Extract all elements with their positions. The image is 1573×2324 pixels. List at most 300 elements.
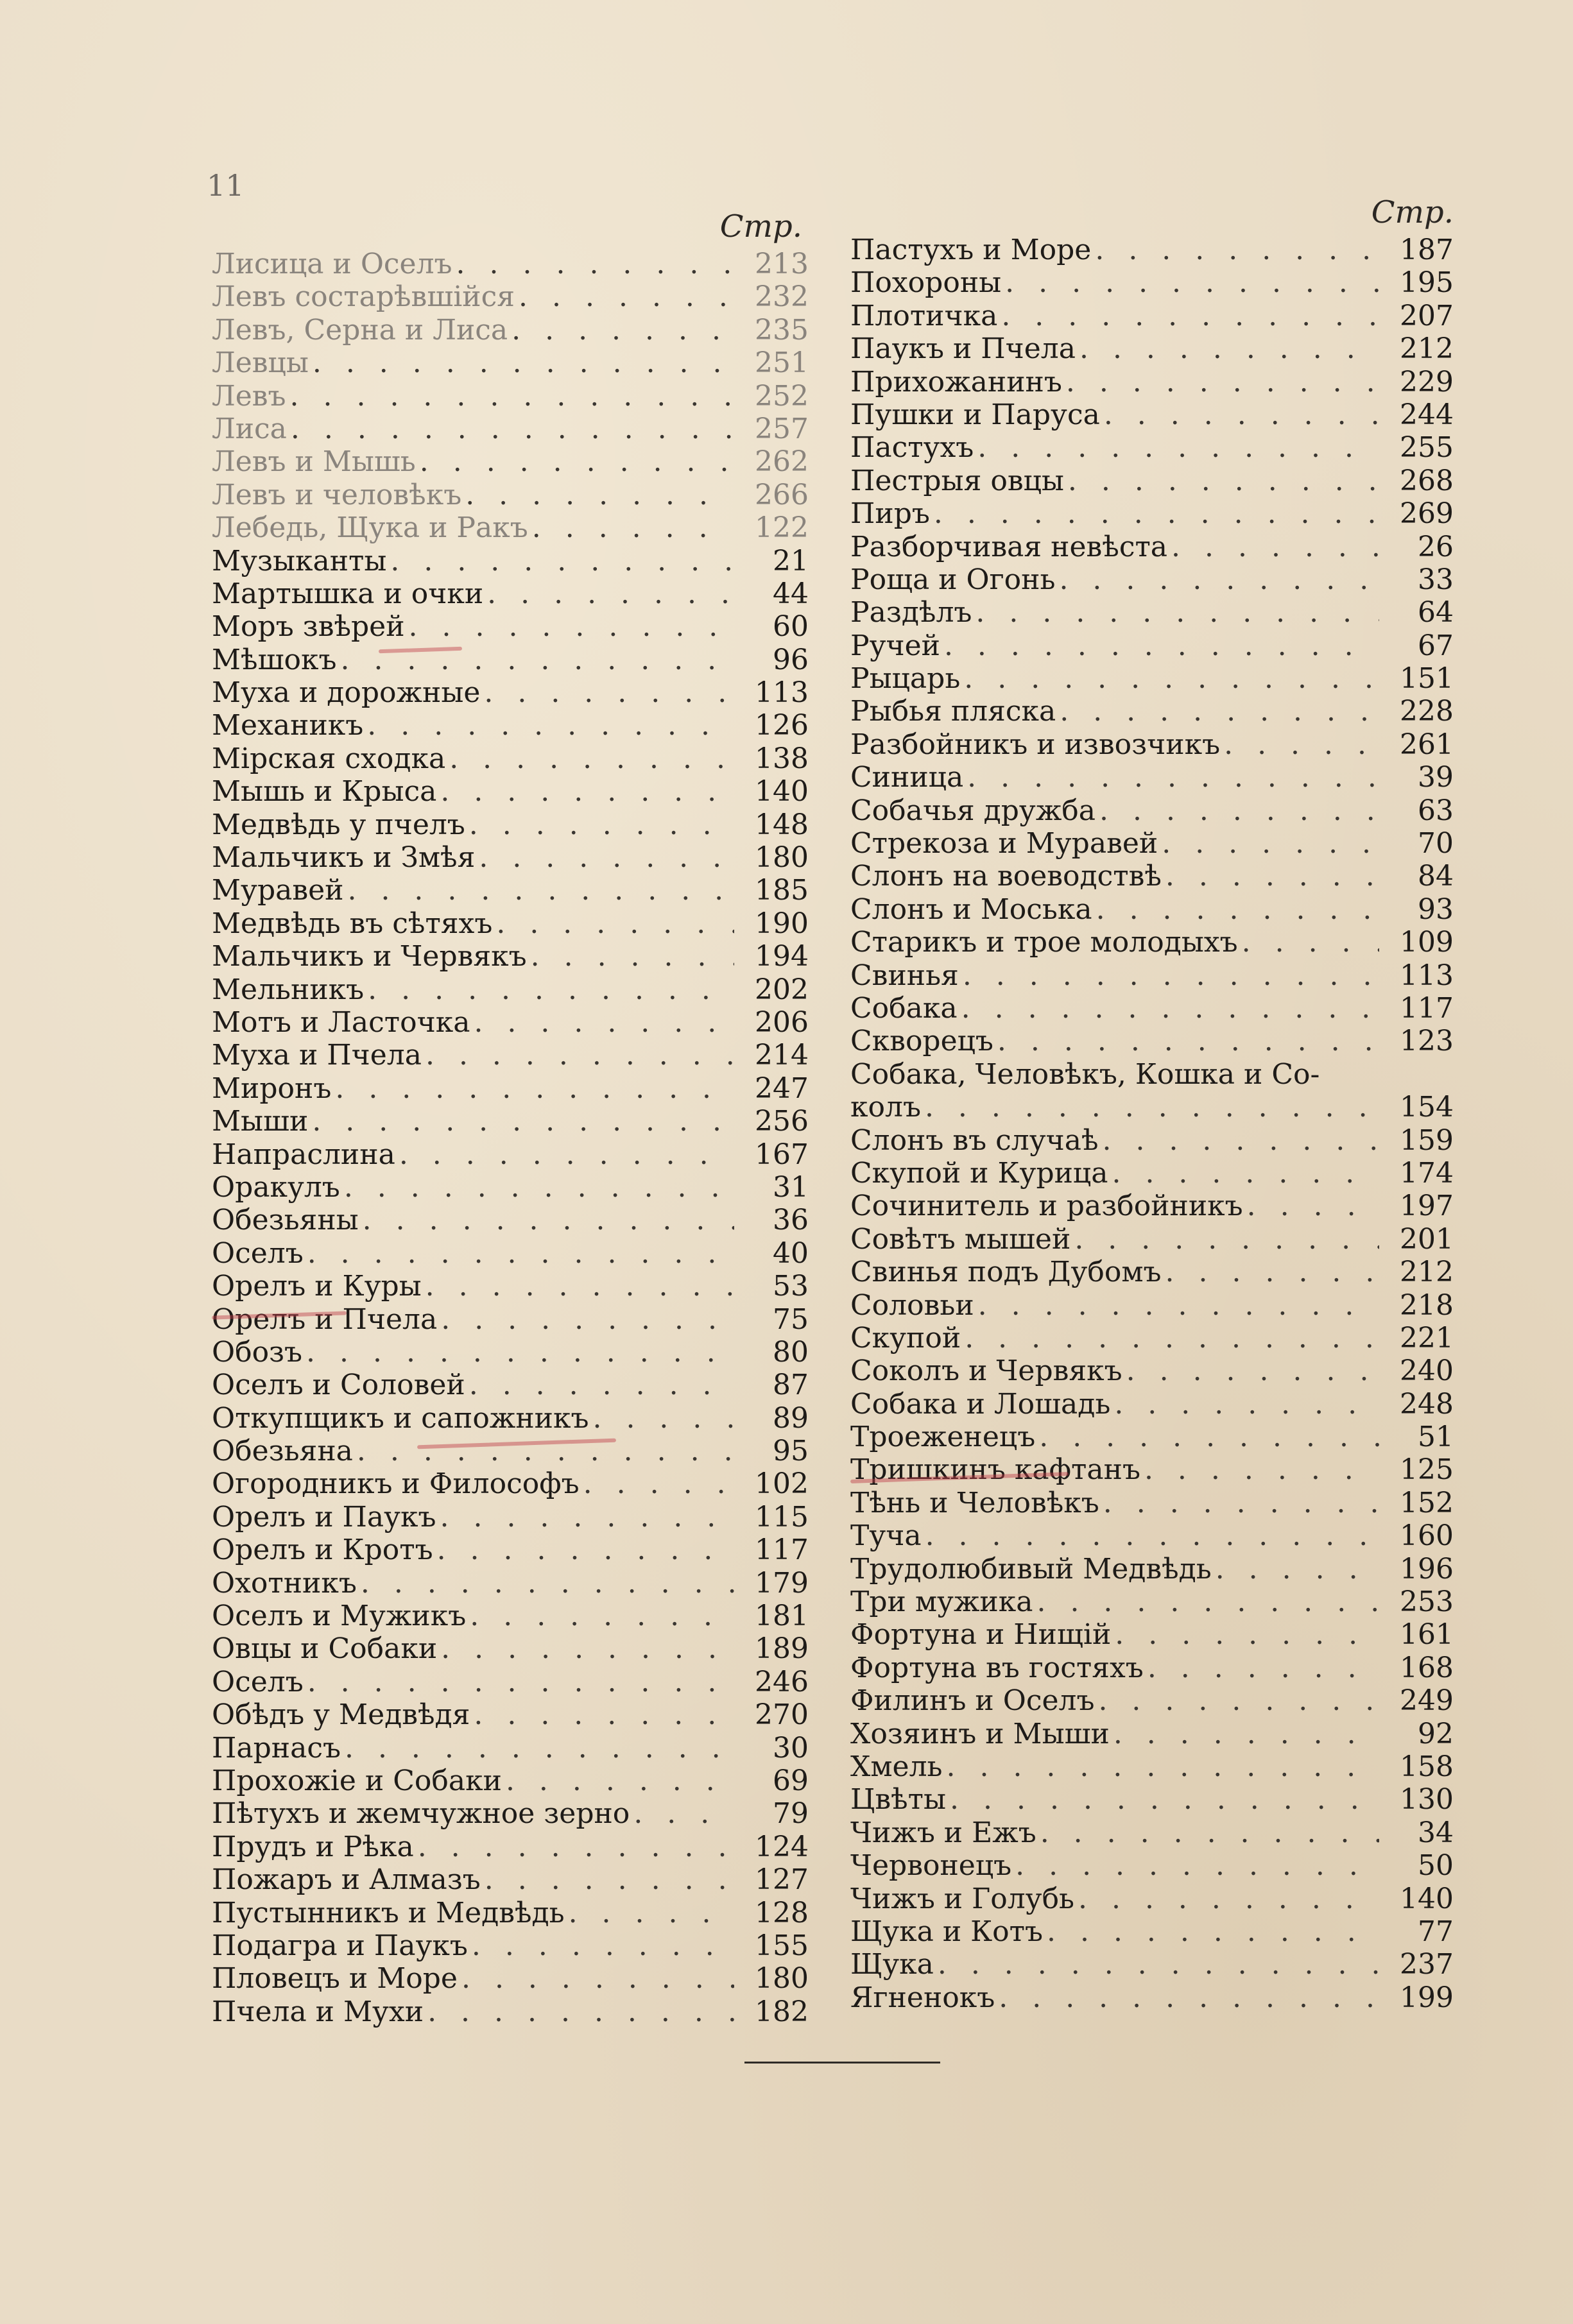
entry-title: Хмель xyxy=(850,1750,943,1783)
index-entry xyxy=(212,1698,809,1731)
index-entry xyxy=(850,1124,1454,1157)
entry-page-number: 262 xyxy=(755,445,809,479)
index-column-left xyxy=(212,205,809,2028)
entry-page-number: 251 xyxy=(755,346,809,380)
index-entry xyxy=(212,1797,809,1830)
index-entry xyxy=(212,1336,809,1369)
dot-leader xyxy=(947,1750,1380,1783)
index-entry xyxy=(850,431,1454,464)
dot-leader xyxy=(307,1666,734,1698)
dot-leader xyxy=(347,874,734,907)
entry-page-number: 102 xyxy=(755,1467,809,1501)
index-entry xyxy=(212,1732,809,1764)
index-entry xyxy=(212,346,809,379)
dot-leader xyxy=(1144,1453,1379,1486)
dot-leader xyxy=(1074,1223,1379,1256)
dot-leader xyxy=(532,511,734,544)
index-entry xyxy=(850,1718,1454,1750)
entry-title: Мышь и Крыса xyxy=(212,775,437,808)
entry-page-number: 93 xyxy=(1418,893,1454,926)
index-entry xyxy=(850,1519,1454,1552)
index-entry xyxy=(212,1467,809,1500)
entry-page-number: 36 xyxy=(773,1204,809,1237)
entry-page-number: 75 xyxy=(773,1303,809,1336)
entry-page-number: 269 xyxy=(1400,497,1454,531)
dot-leader xyxy=(425,1039,734,1072)
entry-title: Соловьи xyxy=(850,1288,974,1322)
entry-title: Слонъ и Моська xyxy=(850,893,1092,926)
entry-title: Рыбья пляска xyxy=(850,695,1056,728)
entry-title: Муравей xyxy=(212,874,344,907)
entry-page-number: 185 xyxy=(755,874,809,907)
entry-page-number: 34 xyxy=(1418,1816,1454,1849)
entry-page-number: 126 xyxy=(755,709,809,742)
dot-leader xyxy=(1068,465,1379,497)
index-entry xyxy=(850,1849,1454,1882)
dot-leader xyxy=(978,1289,1379,1322)
dot-leader xyxy=(633,1797,734,1830)
dot-leader xyxy=(1112,1157,1379,1190)
entry-title: Охотникъ xyxy=(212,1566,357,1600)
dot-leader xyxy=(312,1105,734,1138)
dot-leader xyxy=(427,1995,734,2028)
dot-leader xyxy=(485,1863,734,1896)
index-entry xyxy=(850,1322,1454,1354)
index-entry xyxy=(212,479,809,511)
entry-page-number: 125 xyxy=(1400,1453,1454,1487)
entry-page-number: 268 xyxy=(1400,464,1454,497)
dot-leader xyxy=(345,1732,734,1764)
dot-leader xyxy=(1103,1487,1379,1519)
dot-leader xyxy=(950,1783,1379,1816)
index-entry xyxy=(212,1567,809,1600)
entry-page-number: 181 xyxy=(755,1600,809,1633)
entry-title: Обезьяны xyxy=(212,1204,359,1237)
entry-page-number: 30 xyxy=(773,1731,809,1764)
index-entry xyxy=(850,893,1454,926)
index-entry xyxy=(850,266,1454,299)
index-entry xyxy=(850,1354,1454,1387)
entry-title: Лисица и Оселъ xyxy=(212,248,452,280)
dot-leader xyxy=(461,1962,734,1995)
dot-leader xyxy=(418,1831,734,1863)
entry-page-number: 201 xyxy=(1400,1222,1454,1256)
index-entry xyxy=(850,728,1454,761)
index-entry xyxy=(850,398,1454,431)
entry-title: Левъ и Мышь xyxy=(212,445,416,479)
entry-title: Похороны xyxy=(850,266,1002,300)
entry-page-number: 44 xyxy=(773,577,809,610)
entry-title: Обозъ xyxy=(212,1335,303,1369)
entry-title: Туча xyxy=(850,1519,922,1553)
dot-leader xyxy=(425,1270,734,1303)
dot-leader xyxy=(441,1632,734,1665)
index-entry xyxy=(212,1204,809,1236)
entry-page-number: 229 xyxy=(1400,365,1454,398)
entry-title: Мартышка и очки xyxy=(212,577,484,610)
entry-title: Пастухъ xyxy=(850,431,974,465)
index-entry xyxy=(212,775,809,808)
index-column-right xyxy=(850,194,1454,2014)
index-entry xyxy=(212,907,809,940)
index-entry xyxy=(850,860,1454,893)
dot-leader xyxy=(1099,794,1379,827)
index-entry xyxy=(212,1764,809,1797)
entry-title: Пестрыя овцы xyxy=(850,464,1064,497)
entry-title: Щука xyxy=(850,1948,934,1981)
dot-leader xyxy=(456,248,734,280)
index-entry xyxy=(850,366,1454,398)
index-entry xyxy=(212,1929,809,1962)
dot-leader xyxy=(1104,398,1379,431)
entry-page-number: 123 xyxy=(1400,1025,1454,1058)
entry-title: Скупой xyxy=(850,1321,961,1354)
index-entry xyxy=(212,940,809,973)
entry-title: Слонъ въ случаѣ xyxy=(850,1124,1099,1157)
entry-title: Слонъ на воеводствѣ xyxy=(850,860,1162,893)
entry-page-number: 21 xyxy=(773,544,809,577)
entry-title: Старикъ и трое молодыхъ xyxy=(850,926,1238,959)
entry-title: Рыцарь xyxy=(850,662,961,696)
entry-page-number: 213 xyxy=(755,248,809,280)
dot-leader xyxy=(1165,860,1379,893)
entry-page-number: 92 xyxy=(1418,1717,1454,1750)
entry-title: Левъ и человѣкъ xyxy=(212,478,462,511)
entry-page-number: 266 xyxy=(755,478,809,511)
entry-title: Медвѣдь у пчелъ xyxy=(212,808,465,841)
dot-leader xyxy=(1039,1421,1379,1453)
index-entry xyxy=(850,563,1454,596)
entry-title: Прохожіе и Собаки xyxy=(212,1764,502,1797)
entry-title: Свинья подъ Дубомъ xyxy=(850,1256,1162,1289)
entry-title: Прудъ и Рѣка xyxy=(212,1830,414,1863)
entry-page-number: 39 xyxy=(1418,761,1454,794)
dot-leader xyxy=(440,1501,734,1534)
index-entry xyxy=(212,1897,809,1929)
entry-page-number: 179 xyxy=(755,1566,809,1600)
dot-leader xyxy=(1005,266,1379,299)
index-entry xyxy=(212,545,809,577)
index-entry xyxy=(850,1750,1454,1783)
entry-page-number: 117 xyxy=(1400,991,1454,1025)
dot-leader xyxy=(440,775,734,808)
index-entry xyxy=(212,1995,809,2028)
dot-leader xyxy=(441,1303,734,1336)
entry-page-number: 70 xyxy=(1418,827,1454,860)
dot-leader xyxy=(449,742,734,775)
index-entry xyxy=(212,1270,809,1303)
entry-title: Фортуна въ гостяхъ xyxy=(850,1651,1144,1684)
index-entry xyxy=(850,1157,1454,1190)
entry-title: Разбойникъ и извозчикъ xyxy=(850,728,1221,761)
dot-leader xyxy=(1113,1718,1379,1750)
entry-page-number: 113 xyxy=(755,676,809,710)
dot-leader xyxy=(925,1519,1379,1552)
index-entry xyxy=(850,1883,1454,1915)
entry-title: Цвѣты xyxy=(850,1783,947,1816)
index-entry xyxy=(212,1863,809,1896)
index-entry xyxy=(212,644,809,676)
page-number: 11 xyxy=(207,168,245,203)
index-entry xyxy=(850,1421,1454,1453)
entry-page-number: 240 xyxy=(1400,1354,1454,1388)
entry-title: Пустынникъ и Медвѣдь xyxy=(212,1896,565,1929)
dot-leader xyxy=(977,431,1379,464)
entry-title: Обезьяна xyxy=(212,1435,353,1468)
index-entry xyxy=(850,1289,1454,1322)
dot-leader xyxy=(306,1336,734,1369)
index-entry xyxy=(850,300,1454,332)
entry-page-number: 117 xyxy=(755,1534,809,1567)
entry-title: Хозяинъ и Мыши xyxy=(850,1717,1110,1750)
dot-leader xyxy=(1036,1585,1379,1618)
index-entry xyxy=(212,1962,809,1995)
entry-page-number: 128 xyxy=(755,1896,809,1929)
index-entry xyxy=(850,1684,1454,1717)
dot-leader xyxy=(290,380,734,413)
entry-title: Оселъ и Мужикъ xyxy=(212,1600,467,1633)
entry-title: Пчела и Мухи xyxy=(212,1995,424,2028)
dot-leader xyxy=(1114,1388,1379,1421)
dot-leader xyxy=(1115,1618,1379,1651)
entry-title: Оселъ и Соловей xyxy=(212,1369,465,1402)
entry-page-number: 53 xyxy=(773,1270,809,1303)
index-entry xyxy=(212,1534,809,1566)
dot-leader xyxy=(368,973,734,1006)
entry-page-number: 261 xyxy=(1400,728,1454,761)
entry-title: Огородникъ и Философъ xyxy=(212,1467,580,1501)
dot-leader xyxy=(487,577,734,610)
dot-leader xyxy=(965,1322,1379,1354)
entry-title: Филинъ и Оселъ xyxy=(850,1684,1095,1718)
entry-title: Левъ состарѣвшійся xyxy=(212,280,515,314)
index-entry xyxy=(212,1303,809,1336)
entry-page-number: 77 xyxy=(1418,1915,1454,1948)
entry-title: Механикъ xyxy=(212,709,364,742)
dot-leader xyxy=(465,479,734,511)
entry-title: Мельникъ xyxy=(212,973,365,1006)
dot-leader xyxy=(1242,926,1379,959)
index-entry xyxy=(212,1369,809,1401)
dot-leader xyxy=(361,1567,734,1600)
dot-leader xyxy=(479,841,734,874)
dot-leader xyxy=(1001,300,1379,332)
index-entry xyxy=(850,1256,1454,1288)
entry-title: Парнасъ xyxy=(212,1731,341,1764)
index-entry xyxy=(212,676,809,709)
dot-leader xyxy=(506,1764,734,1797)
entry-title: Орелъ и Кротъ xyxy=(212,1534,433,1567)
entry-title: Ягненокъ xyxy=(850,1981,995,2014)
dot-leader xyxy=(1224,728,1379,761)
index-entry xyxy=(212,413,809,445)
dot-leader xyxy=(367,709,734,742)
entry-page-number: 124 xyxy=(755,1830,809,1863)
entry-title: Плотичка xyxy=(850,299,998,332)
index-entry xyxy=(850,1190,1454,1222)
dot-leader xyxy=(997,1025,1379,1057)
entry-page-number: 199 xyxy=(1400,1981,1454,2014)
dot-leader xyxy=(390,545,734,577)
index-entry xyxy=(850,1783,1454,1816)
entry-page-number: 122 xyxy=(755,511,809,545)
entry-title: Левъ xyxy=(212,379,286,413)
entry-title: Мѣшокъ xyxy=(212,643,337,676)
entry-page-number: 161 xyxy=(1400,1618,1454,1652)
index-entry xyxy=(212,1138,809,1171)
index-entry xyxy=(850,662,1454,695)
entry-title: Пожаръ и Алмазъ xyxy=(212,1863,481,1897)
index-entry xyxy=(850,1091,1454,1124)
entry-page-number: 252 xyxy=(755,379,809,413)
entry-title: Напраслина xyxy=(212,1138,395,1171)
entry-title: Миронъ xyxy=(212,1072,332,1105)
index-entry xyxy=(212,1501,809,1534)
entry-page-number: 246 xyxy=(755,1665,809,1698)
index-entry xyxy=(212,1666,809,1698)
entry-title: Соколъ и Червякъ xyxy=(850,1354,1122,1388)
entry-title: Орелъ и Куры xyxy=(212,1270,422,1303)
index-entry xyxy=(212,1072,809,1105)
entry-title: Ручей xyxy=(850,629,940,662)
entry-page-number: 87 xyxy=(773,1369,809,1402)
dot-leader xyxy=(1095,234,1379,266)
dot-leader xyxy=(1066,366,1379,398)
dot-leader xyxy=(344,1171,734,1204)
index-list-left xyxy=(212,248,809,2028)
dot-leader xyxy=(925,1091,1379,1124)
entry-page-number: 195 xyxy=(1400,266,1454,300)
dot-leader xyxy=(1047,1915,1379,1948)
dot-leader xyxy=(474,1006,734,1039)
entry-page-number: 255 xyxy=(1400,431,1454,465)
index-entry xyxy=(850,1652,1454,1684)
dot-leader xyxy=(472,1929,734,1962)
column-header-page: Стр. xyxy=(1371,194,1454,230)
index-entry xyxy=(850,332,1454,365)
dot-leader xyxy=(1148,1652,1379,1684)
dot-leader xyxy=(519,280,734,313)
entry-title: Оселъ xyxy=(212,1665,304,1698)
entry-title: Подагра и Паукъ xyxy=(212,1929,468,1962)
dot-leader xyxy=(307,1237,734,1270)
entry-page-number: 140 xyxy=(1400,1882,1454,1915)
dot-leader xyxy=(531,940,734,973)
entry-page-number: 154 xyxy=(1400,1091,1454,1124)
dot-leader xyxy=(313,346,734,379)
dot-leader xyxy=(934,497,1379,530)
dot-leader xyxy=(1059,563,1379,596)
dot-leader xyxy=(363,1204,734,1236)
entry-page-number: 113 xyxy=(1400,959,1454,992)
index-entry xyxy=(850,959,1454,992)
index-entry xyxy=(850,234,1454,266)
dot-leader xyxy=(1162,827,1379,860)
entry-page-number: 159 xyxy=(1400,1124,1454,1157)
entry-page-number: 155 xyxy=(755,1929,809,1962)
index-list-right xyxy=(850,234,1454,2014)
entry-title: Пѣтухъ и жемчужное зерно xyxy=(212,1797,630,1831)
index-entry xyxy=(212,841,809,874)
dot-leader xyxy=(1079,332,1379,365)
entry-page-number: 244 xyxy=(1400,398,1454,431)
entry-title: Синица xyxy=(850,761,964,794)
index-entry xyxy=(850,794,1454,827)
entry-page-number: 182 xyxy=(755,1995,809,2028)
index-entry xyxy=(850,497,1454,530)
entry-page-number: 158 xyxy=(1400,1750,1454,1783)
index-entry xyxy=(212,973,809,1006)
entry-page-number: 207 xyxy=(1400,299,1454,332)
entry-page-number: 237 xyxy=(1400,1948,1454,1981)
entry-title: Чижъ и Голубь xyxy=(850,1882,1075,1915)
entry-title: Обѣдъ у Медвѣдя xyxy=(212,1698,470,1732)
entry-page-number: 31 xyxy=(773,1170,809,1204)
entry-page-number: 51 xyxy=(1418,1421,1454,1454)
entry-page-number: 140 xyxy=(755,775,809,808)
dot-leader xyxy=(961,992,1379,1025)
dot-leader xyxy=(1216,1553,1379,1585)
dot-leader xyxy=(469,808,734,841)
entry-page-number: 152 xyxy=(1400,1486,1454,1519)
dot-leader xyxy=(469,1369,734,1401)
entry-title: Пастухъ и Море xyxy=(850,234,1092,266)
entry-title: Чижъ и Ежъ xyxy=(850,1816,1036,1849)
entry-title: Пиръ xyxy=(850,497,930,531)
index-entry xyxy=(212,248,809,280)
entry-title: Медвѣдь въ сѣтяхъ xyxy=(212,907,493,940)
index-entry xyxy=(212,1237,809,1270)
entry-page-number: 151 xyxy=(1400,662,1454,696)
index-entry xyxy=(212,577,809,610)
dot-leader xyxy=(1171,531,1379,563)
index-entry xyxy=(212,1435,809,1467)
index-entry xyxy=(212,1632,809,1665)
entry-title: Трудолюбивый Медвѣдь xyxy=(850,1552,1212,1585)
entry-title: Паукъ и Пчела xyxy=(850,332,1076,366)
dot-leader xyxy=(335,1072,734,1105)
entry-title: Лебедь, Щука и Ракъ xyxy=(212,511,528,545)
index-entry xyxy=(850,1948,1454,1981)
entry-title: Мальчикъ и Змѣя xyxy=(212,841,476,875)
index-entry xyxy=(850,761,1454,794)
dot-leader xyxy=(291,413,734,445)
index-entry xyxy=(212,1600,809,1632)
entry-title: Мірская сходка xyxy=(212,742,446,775)
dot-leader xyxy=(496,907,734,940)
entry-page-number: 167 xyxy=(755,1138,809,1171)
index-entry xyxy=(212,1171,809,1204)
index-entry xyxy=(212,709,809,742)
entry-title: Муха и Пчела xyxy=(212,1039,422,1072)
entry-page-number: 84 xyxy=(1418,860,1454,893)
dot-leader xyxy=(484,676,734,709)
entry-title: Свинья xyxy=(850,959,959,992)
entry-page-number: 79 xyxy=(773,1797,809,1831)
entry-title: колъ xyxy=(850,1091,921,1124)
dot-leader xyxy=(944,629,1379,662)
entry-title: Стрекоза и Муравей xyxy=(850,827,1158,860)
entry-page-number: 221 xyxy=(1400,1321,1454,1354)
entry-page-number: 69 xyxy=(773,1764,809,1797)
entry-page-number: 214 xyxy=(755,1039,809,1072)
entry-title: Сочинитель и разбойникъ xyxy=(850,1190,1243,1223)
entry-page-number: 228 xyxy=(1400,695,1454,728)
dot-leader xyxy=(511,314,734,346)
dot-leader xyxy=(1078,1883,1379,1915)
entry-title: Музыканты xyxy=(212,544,387,577)
entry-page-number: 235 xyxy=(755,313,809,346)
